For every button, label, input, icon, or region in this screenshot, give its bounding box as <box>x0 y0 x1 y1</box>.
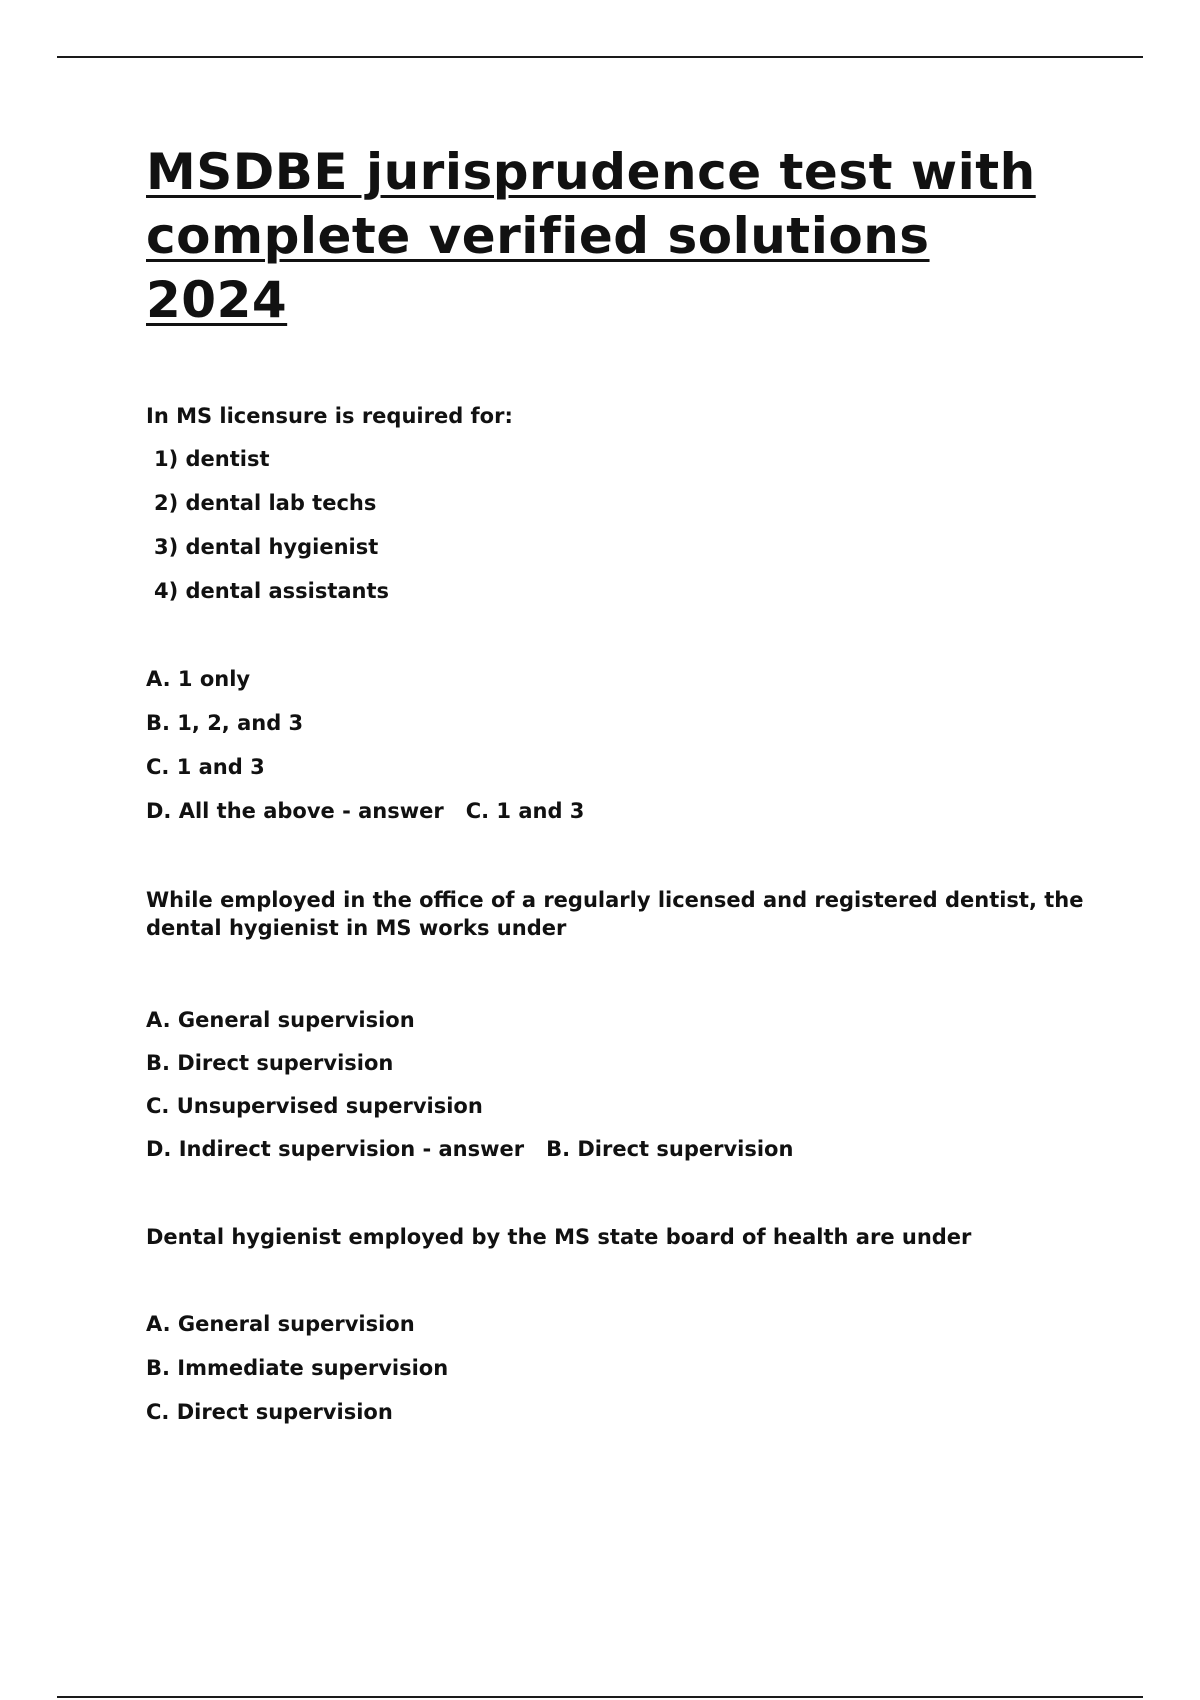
bottom-divider <box>57 1696 1143 1698</box>
numbered-item: 1) dentist <box>154 447 270 471</box>
answer-label: answer <box>358 799 444 823</box>
numbered-list <box>146 445 1106 605</box>
title-line-2: complete verified solutions <box>146 207 930 265</box>
numbered-item: 2) dental lab techs <box>154 491 377 515</box>
question-3 <box>146 1223 1106 1426</box>
question-stem: While employed in the office of a regularly licensed and registered dentist, the dental hygienist in MS works under <box>146 888 1084 940</box>
option-d-with-answer: D. Indirect supervision - answer B. Direct supervision <box>146 1137 794 1161</box>
numbered-item: 3) dental hygienist <box>154 535 379 559</box>
option-list <box>146 665 1106 825</box>
answer-label: answer <box>438 1137 525 1161</box>
title-line-3: 2024 <box>146 271 288 329</box>
question-1 <box>146 402 1106 825</box>
title-line-1: MSDBE jurisprudence test with <box>146 143 1036 201</box>
option-d: D. All the above <box>146 799 335 823</box>
option-c: C. Direct supervision <box>146 1400 393 1424</box>
option-a: A. 1 only <box>146 667 251 691</box>
option-list <box>146 1310 1106 1426</box>
option-b: B. Direct supervision <box>146 1051 394 1075</box>
question-stem: In MS licensure is required for: <box>146 404 513 428</box>
top-divider <box>57 56 1143 58</box>
option-d-with-answer: D. All the above - answer C. 1 and 3 <box>146 799 585 823</box>
document-body <box>146 140 1106 1424</box>
option-a: A. General supervision <box>146 1008 415 1032</box>
option-a: A. General supervision <box>146 1312 415 1336</box>
numbered-item: 4) dental assistants <box>154 579 390 603</box>
question-stem: Dental hygienist employed by the MS state board of health are under <box>146 1225 972 1249</box>
option-b: B. 1, 2, and 3 <box>146 711 304 735</box>
document-title <box>146 140 1106 332</box>
option-d: D. Indirect supervision <box>146 1137 416 1161</box>
answer-value: B. Direct supervision <box>546 1137 794 1161</box>
option-c: C. Unsupervised supervision <box>146 1094 483 1118</box>
answer-value: C. 1 and 3 <box>465 799 585 823</box>
option-c: C. 1 and 3 <box>146 755 265 779</box>
option-list <box>146 1006 1106 1163</box>
question-2 <box>146 886 1106 1163</box>
option-b: B. Immediate supervision <box>146 1356 449 1380</box>
